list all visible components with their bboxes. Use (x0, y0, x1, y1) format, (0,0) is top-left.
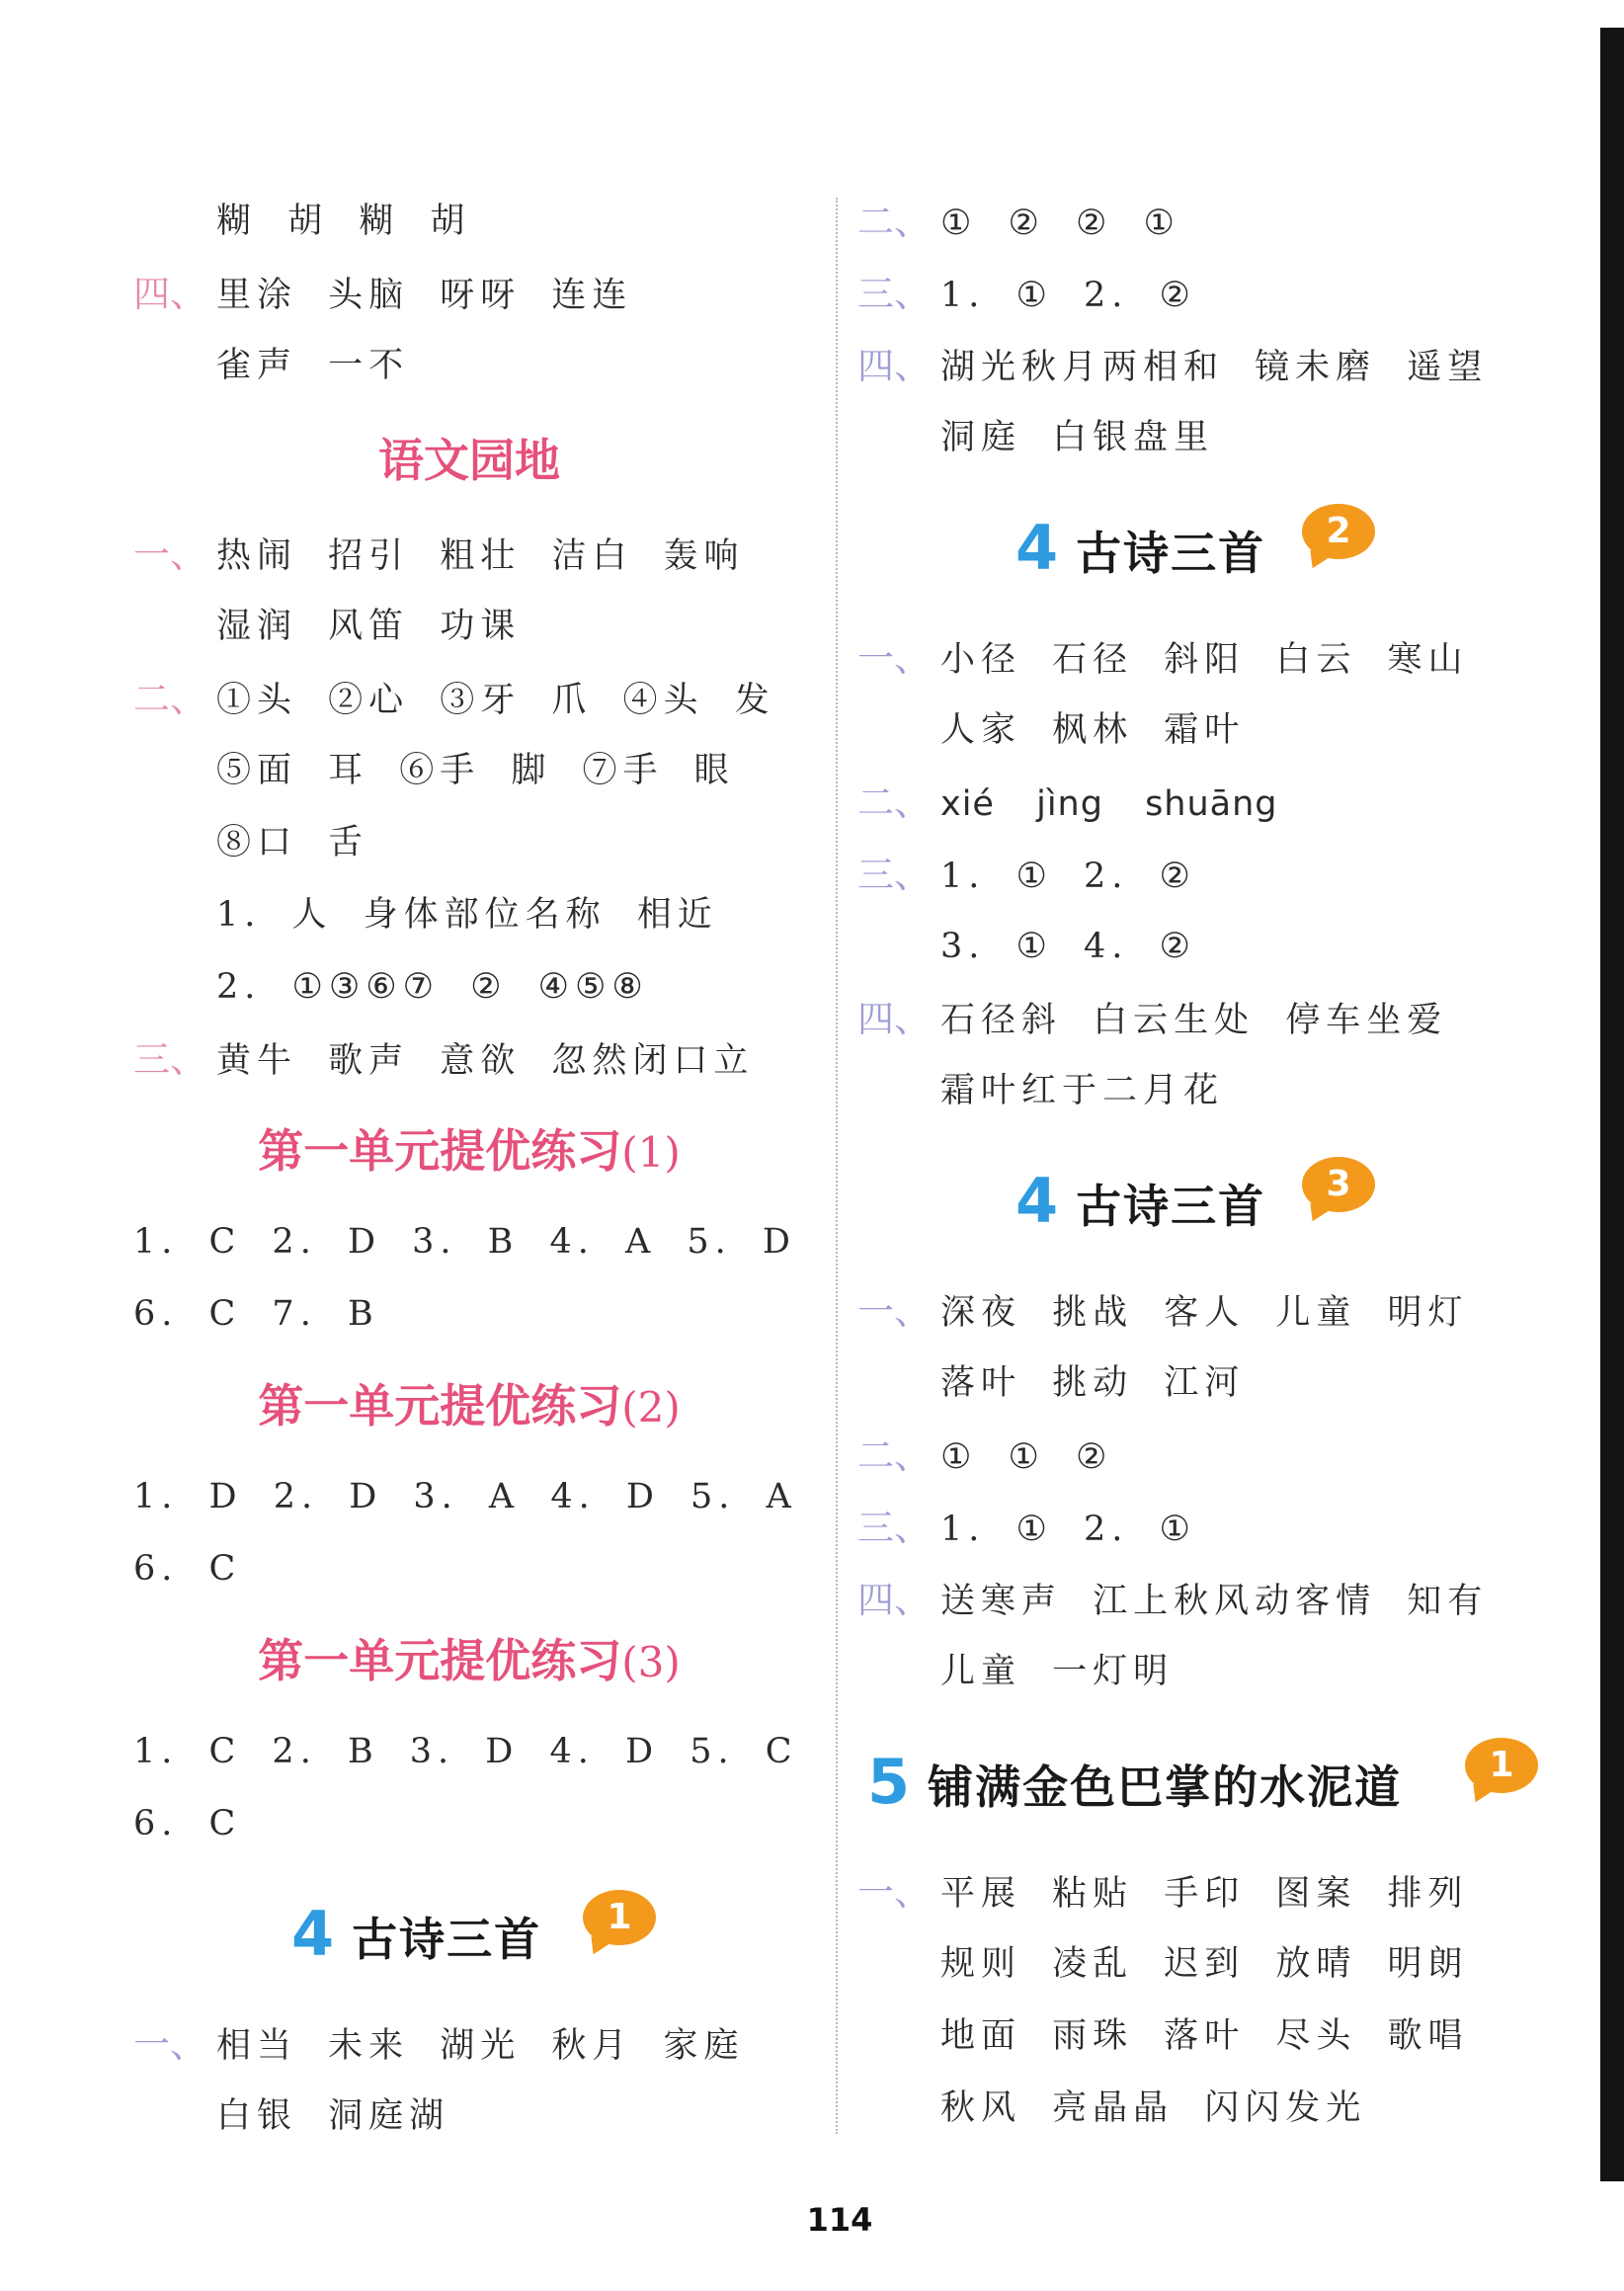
answer-text: 相当 未来 湖光 秋月 家庭 (216, 2026, 745, 2066)
answer-row (133, 879, 805, 951)
answer-row (857, 1564, 1569, 1636)
answer-text: 6. C (133, 1549, 242, 1589)
answer-text: 湖光秋月两相和 镜未磨 遥望 (940, 348, 1489, 387)
item-marker: 四、 (857, 1579, 931, 1621)
answer-row (857, 767, 1569, 839)
answer-text: 1. D 2. D 3. A 4. D 5. A (133, 1477, 797, 1516)
answer-text: ⑤面 耳 ⑥手 脚 ⑦手 眼 (216, 751, 735, 790)
answer-row (133, 2008, 805, 2081)
answer-row (857, 2073, 1569, 2145)
item-marker: 一、 (857, 1871, 931, 1914)
answer-row (857, 1856, 1569, 1928)
answer-text: 1. C 2. D 3. B 4. A 5. D (133, 1222, 796, 1262)
answer-text: 人家 枫林 霜叶 (940, 710, 1246, 750)
lesson-title: 古诗三首 (1076, 527, 1266, 580)
page-edge-shadow (1600, 28, 1624, 2181)
section-title: 第一单元提优练习 (258, 1379, 622, 1432)
lesson-title: 古诗三首 (1076, 1180, 1266, 1233)
lesson-number: 4 (291, 1898, 335, 1970)
lesson-heading (857, 474, 1569, 622)
item-marker: 一、 (133, 2023, 206, 2066)
answer-text: 湿润 风笛 功课 (216, 607, 522, 646)
answer-row (133, 2081, 805, 2153)
answer-row (133, 591, 805, 663)
section-heading (133, 1605, 805, 1716)
lesson-number: 4 (1015, 1165, 1059, 1237)
answer-text: ⑧口 舌 (216, 823, 369, 862)
answer-row (133, 1533, 805, 1605)
answer-row (857, 186, 1569, 258)
answer-row (133, 330, 805, 402)
answer-text: 深夜 挑战 客人 儿童 明灯 (940, 1293, 1469, 1333)
answer-row (857, 330, 1569, 402)
answer-row (857, 1055, 1569, 1127)
answer-row (133, 1278, 805, 1350)
answer-text: 落叶 挑动 江河 (940, 1363, 1246, 1403)
section-suffix: (3) (621, 1638, 681, 1686)
item-marker: 四、 (133, 273, 206, 315)
answer-row (857, 2001, 1569, 2073)
section-title: 语文园地 (378, 434, 560, 487)
answer-text: 雀声 一不 (216, 346, 410, 385)
answer-text: 热闹 招引 粗壮 洁白 轰响 (216, 536, 745, 576)
answer-row (857, 983, 1569, 1055)
section-heading (133, 1096, 805, 1206)
answer-row (857, 1492, 1569, 1564)
answer-text: xié jìng shuāng (940, 784, 1278, 824)
answer-row (133, 735, 805, 807)
lesson-heading (857, 1127, 1569, 1275)
answer-row (133, 951, 805, 1023)
answer-text: 洞庭 白银盘里 (940, 418, 1215, 457)
item-marker: 三、 (857, 273, 931, 315)
answer-text: ① ② ② ① (940, 204, 1180, 243)
answer-row (857, 1275, 1569, 1348)
answer-text: 6. C (133, 1804, 242, 1843)
answer-text: 1. ① 2. ① (940, 1510, 1196, 1549)
lesson-number: 4 (1015, 512, 1059, 584)
answer-text: 1. 人 身体部位名称 相近 (216, 895, 718, 935)
answer-text: 里涂 头脑 呀呀 连连 (216, 276, 633, 315)
answer-text: 6. C 7. B (133, 1294, 379, 1334)
answer-text: 3. ① 4. ② (940, 927, 1196, 966)
answer-text: 糊 胡 糊 胡 (216, 202, 471, 241)
answer-text: 地面 雨珠 落叶 尽头 歌唱 (940, 2016, 1469, 2056)
answer-text: ① ① ② (940, 1437, 1113, 1477)
section-suffix: (2) (621, 1383, 681, 1432)
answer-row (133, 1206, 805, 1278)
left-column (133, 186, 805, 2153)
item-marker: 一、 (857, 637, 931, 680)
column-divider (836, 198, 838, 2134)
lesson-part-badge: 3 (1302, 1157, 1375, 1212)
answer-row (857, 1928, 1569, 2001)
answer-text: 1. ① 2. ② (940, 276, 1196, 315)
answer-text: 1. ① 2. ② (940, 857, 1196, 896)
item-marker: 一、 (857, 1290, 931, 1333)
lesson-heading (133, 1860, 805, 2008)
answer-text: 送寒声 江上秋风动客情 知有 (940, 1582, 1489, 1621)
item-marker: 二、 (133, 678, 206, 720)
answer-row (133, 519, 805, 591)
lesson-title: 古诗三首 (352, 1913, 542, 1966)
answer-row (133, 1716, 805, 1788)
answer-row (857, 839, 1569, 911)
answer-text: 秋风 亮晶晶 闪闪发光 (940, 2088, 1367, 2128)
answer-text: ①头 ②心 ③牙 爪 ④头 发 (216, 681, 775, 720)
answer-row (857, 1348, 1569, 1420)
answer-row (133, 258, 805, 330)
answer-text: 小径 石径 斜阳 白云 寒山 (940, 640, 1469, 680)
answer-row (857, 258, 1569, 330)
answer-row (857, 1636, 1569, 1708)
page-number: 114 (806, 2201, 873, 2239)
item-marker: 四、 (857, 345, 931, 387)
lesson-title: 铺满金色巴掌的水泥道 (928, 1760, 1403, 1814)
answer-row (857, 695, 1569, 767)
answer-row (133, 186, 805, 258)
item-marker: 三、 (857, 1507, 931, 1549)
section-title: 第一单元提优练习 (258, 1634, 622, 1687)
answer-row (133, 1788, 805, 1860)
item-marker: 三、 (133, 1038, 206, 1081)
section-title: 第一单元提优练习 (258, 1124, 622, 1178)
answer-row (857, 622, 1569, 695)
item-marker: 四、 (857, 998, 931, 1040)
right-column (857, 186, 1569, 2145)
answer-row (857, 402, 1569, 474)
section-suffix: (1) (621, 1128, 681, 1177)
answer-text: 黄牛 歌声 意欲 忽然闭口立 (216, 1041, 755, 1081)
item-marker: 一、 (133, 533, 206, 576)
answer-text: 2. ①③⑥⑦ ② ④⑤⑧ (216, 967, 649, 1007)
answer-text: 白银 洞庭湖 (216, 2096, 450, 2136)
answer-row (857, 911, 1569, 983)
item-marker: 二、 (857, 1434, 931, 1477)
lesson-part-badge: 1 (583, 1890, 656, 1945)
section-heading (133, 402, 805, 519)
answer-text: 霜叶红于二月花 (940, 1071, 1225, 1110)
answer-row (133, 807, 805, 879)
section-heading (133, 1350, 805, 1461)
answer-row (133, 1023, 805, 1096)
lesson-number: 5 (867, 1746, 911, 1818)
answer-row (133, 663, 805, 735)
lesson-part-badge: 2 (1302, 504, 1375, 559)
answer-row (133, 1461, 805, 1533)
answer-text: 1. C 2. B 3. D 4. D 5. C (133, 1732, 798, 1771)
lesson-heading (857, 1708, 1569, 1856)
answer-text: 儿童 一灯明 (940, 1652, 1175, 1691)
lesson-part-badge: 1 (1465, 1738, 1538, 1793)
answer-text: 平展 粘贴 手印 图案 排列 (940, 1874, 1469, 1914)
item-marker: 三、 (857, 854, 931, 896)
answer-text: 石径斜 白云生处 停车坐爱 (940, 1001, 1448, 1040)
answer-text: 规则 凌乱 迟到 放晴 明朗 (940, 1944, 1469, 1984)
item-marker: 二、 (857, 201, 931, 243)
item-marker: 二、 (857, 781, 931, 824)
answer-row (857, 1420, 1569, 1492)
